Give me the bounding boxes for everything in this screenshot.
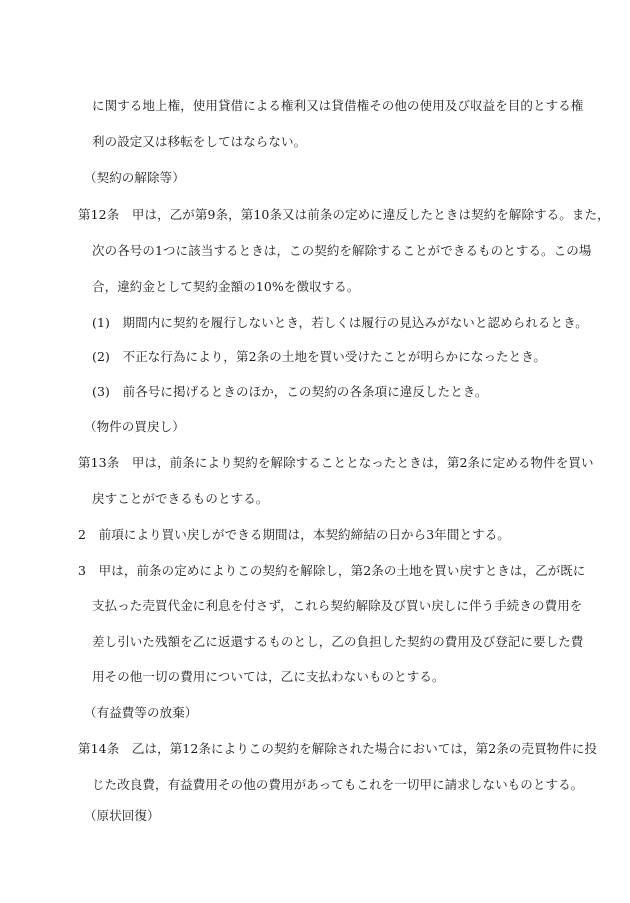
clause-14-text-line-1: 第14条 乙は，第12条によりこの契約を解除された場合においては，第2条の売買物件に投 bbox=[78, 741, 598, 756]
clause-12-text-line-3: 合，違約金として契約金額の10%を徴収する。 bbox=[92, 279, 360, 294]
clause-11-text-line-2: 利の設定又は移転をしてはならない。 bbox=[92, 134, 307, 149]
clause-13-paragraph-2: 2 前項により買い戻しができる期間は，本契約締結の日から3年間とする。 bbox=[78, 527, 510, 542]
heading-waiver-of-beneficial-expenses: （有益費等の放棄） bbox=[84, 705, 198, 720]
clause-13-text-line-1: 第13条 甲は，前条により契約を解除することとなったときは，第2条に定める物件を買い bbox=[78, 455, 594, 470]
clause-13-paragraph-3-line-4: 用その他一切の費用については，乙に支払わないものとする。 bbox=[92, 669, 445, 684]
clause-12-text-line-2: 次の各号の1つに該当するときは，この契約を解除することができるものとする。この場 bbox=[92, 243, 592, 258]
clause-13-paragraph-3-line-2: 支払った売買代金に利息を付さず，これら契約解除及び買い戻しに伴う手続きの費用を bbox=[92, 598, 583, 613]
clause-12-item-1: (1) 期間内に契約を履行しないとき，若しくは履行の見込みがないと認められるとき。 bbox=[92, 315, 588, 330]
clause-13-text-line-2: 戻すことができるものとする。 bbox=[92, 491, 269, 506]
heading-contract-termination: （契約の解除等） bbox=[84, 170, 185, 185]
heading-repurchase: （物件の買戻し） bbox=[84, 419, 185, 434]
heading-restoration: （原状回復） bbox=[84, 808, 160, 823]
clause-12-item-3: (3) 前各号に掲げるときのほか，この契約の各条項に違反したとき。 bbox=[92, 384, 488, 399]
clause-14-text-line-2: じた改良費，有益費用その他の費用があってもこれを一切甲に請求しないものとする。 bbox=[92, 777, 584, 792]
clause-13-paragraph-3-line-1: 3 甲は，前条の定めによりこの契約を解除し，第2条の土地を買い戻すときは，乙が既に bbox=[78, 563, 586, 578]
clause-12-item-2: (2) 不正な行為により，第2条の土地を買い受けたことが明らかになったとき。 bbox=[92, 349, 546, 364]
clause-13-paragraph-3-line-3: 差し引いた残額を乙に返還するものとし，乙の負担した契約の費用及び登記に要した費 bbox=[92, 634, 584, 649]
clause-11-text-line-1: に関する地上権，使用貸借による権利又は貸借権その他の使用及び収益を目的とする権 bbox=[92, 98, 584, 113]
clause-12-text-line-1: 第12条 甲は，乙が第9条，第10条又は前条の定めに違反したときは契約を解除する。また， bbox=[78, 207, 610, 222]
